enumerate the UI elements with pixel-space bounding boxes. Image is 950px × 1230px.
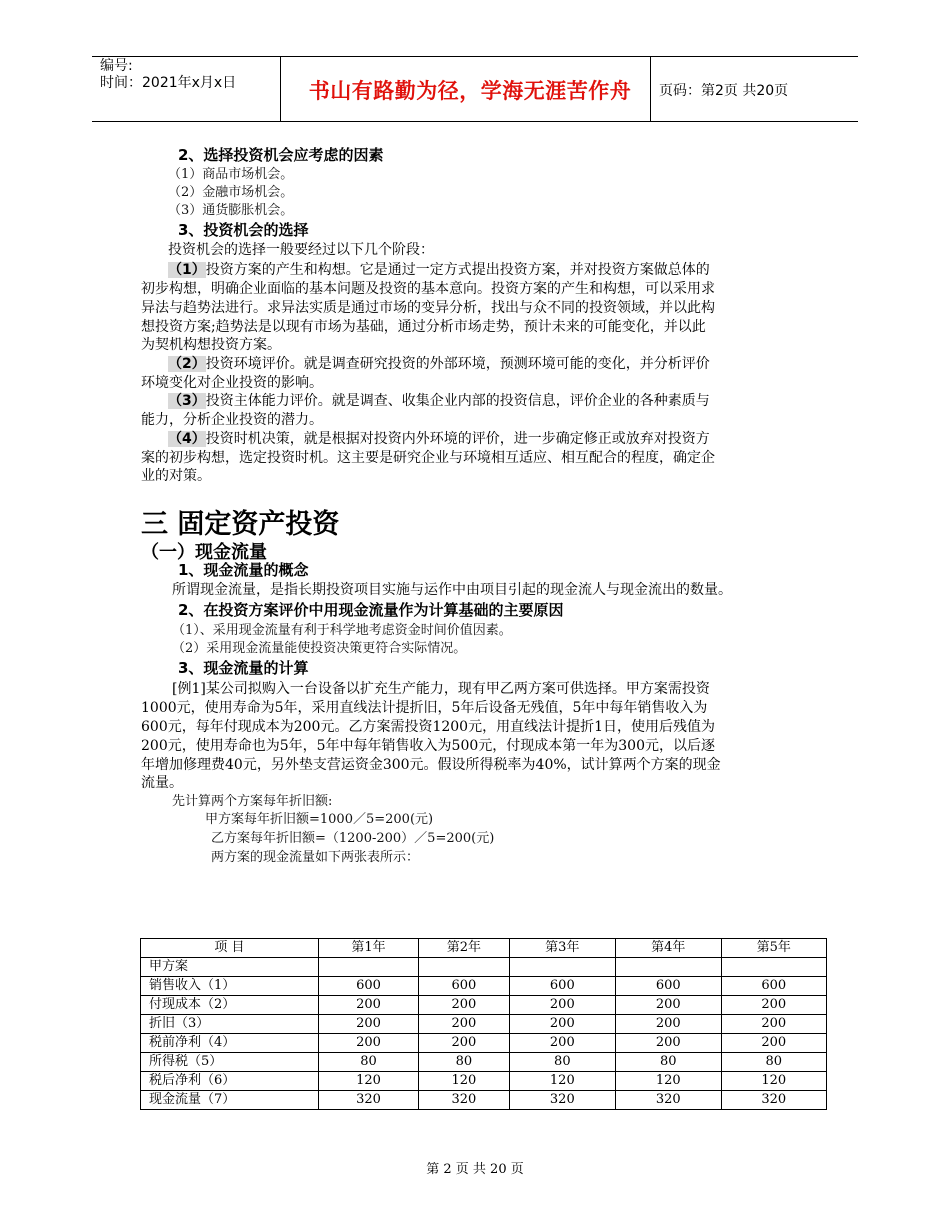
doc-time-label: 时间：2021年x月x日: [100, 75, 237, 91]
table-cell: 200: [419, 996, 509, 1015]
table-cell: 200: [616, 1015, 721, 1034]
table-cell: 200: [318, 1015, 418, 1034]
list-item: （2）采用现金流量能使投资决策更符合实际情况。: [172, 641, 467, 656]
doc-number-label: 编号:: [100, 58, 133, 74]
header-divider: [280, 56, 281, 121]
list-item: （1）商品市场机会。: [168, 167, 294, 182]
paragraph-line: 能力，分析企业投资的潜力。: [141, 412, 323, 428]
chapter-title: 三 固定资产投资: [141, 509, 340, 540]
column-header: 第4年: [616, 939, 721, 958]
table-row: [141, 996, 827, 1015]
table-cell: 200: [509, 1015, 615, 1034]
paragraph-line: 所谓现金流量，是指长期投资项目实施与运作中由项目引起的现金流人与现金流出的数量。: [172, 582, 732, 598]
table-row: [141, 1015, 827, 1034]
row-label: 付现成本（2）: [141, 996, 319, 1015]
table-cell: 200: [318, 1034, 418, 1053]
table-cell: 320: [419, 1091, 509, 1110]
table-row: [141, 1091, 827, 1110]
paragraph-line: 想投资方案;趋势法是以现有市场为基础，通过分析市场走势，预计未来的可能变化，并以此: [141, 319, 706, 335]
table-cell: 200: [509, 1034, 615, 1053]
table-group-row: [141, 958, 827, 977]
table-row: [141, 1053, 827, 1072]
table-cell: 320: [318, 1091, 418, 1110]
list-item: （1）、采用现金流量有利于科学地考虑资金时间价值因素。: [172, 623, 512, 638]
cash-flow-table: [140, 938, 827, 1110]
item-tag: （3）: [168, 393, 206, 409]
table-cell: 600: [318, 977, 418, 996]
paragraph-line: （3）投资主体能力评价。就是调查、收集企业内部的投资信息，评价企业的各种素质与: [168, 393, 710, 409]
column-header: 第1年: [318, 939, 418, 958]
table-header-row: [141, 939, 827, 958]
table-cell: 200: [419, 1034, 509, 1053]
paragraph-line: 环境变化对企业投资的影响。: [141, 375, 323, 391]
section-title: （一）现金流量: [141, 542, 267, 563]
paragraph-line: 初步构想，明确企业面临的基本问题及投资的基本意向。投资方案的产生和构想，可以采用求: [141, 281, 715, 297]
table-cell: 600: [419, 977, 509, 996]
table-cell: 80: [318, 1053, 418, 1072]
item-tag: （4）: [168, 431, 206, 447]
table-cell: 200: [318, 996, 418, 1015]
table-cell: 80: [721, 1053, 827, 1072]
row-label: 销售收入（1）: [141, 977, 319, 996]
paragraph-line: 为契机构想投资方案。: [141, 337, 281, 353]
section-2-title: 2、选择投资机会应考虑的因素: [178, 146, 384, 164]
table-cell: [616, 958, 721, 977]
table-cell: 600: [721, 977, 827, 996]
subsection-title: 3、现金流量的计算: [178, 659, 309, 677]
item-tag: （2）: [168, 356, 206, 372]
table-cell: 200: [721, 1015, 827, 1034]
row-label: 现金流量（7）: [141, 1091, 319, 1110]
table-cell: 200: [616, 1034, 721, 1053]
table-cell: [509, 958, 615, 977]
row-label: 折旧（3）: [141, 1015, 319, 1034]
table-cell: 320: [721, 1091, 827, 1110]
calc-line: 乙方案每年折旧额=（1200-200）／5=200(元): [211, 831, 495, 846]
paragraph-line: 1000元，使用寿命为5年，采用直线法计提折旧，5年后设备无残值，5年中每年销售收入为: [141, 700, 708, 716]
table-cell: 80: [509, 1053, 615, 1072]
section-3-intro: 投资机会的选择一般要经过以下几个阶段：: [168, 242, 434, 258]
list-item: （2）金融市场机会。: [168, 185, 294, 200]
column-header: 第3年: [509, 939, 615, 958]
header-page-label: 页码：第2页 共20页: [659, 83, 789, 99]
table-cell: 120: [318, 1072, 418, 1091]
table-row: [141, 1072, 827, 1091]
table-cell: 80: [419, 1053, 509, 1072]
paragraph-line: （4）投资时机决策，就是根据对投资内外环境的评价，进一步确定修正或放弃对投资方: [168, 431, 710, 447]
calc-line: 甲方案每年折旧额=1000／5=200(元): [205, 812, 434, 827]
paragraph-line: （1）投资方案的产生和构想。它是通过一定方式提出投资方案，并对投资方案做总体的: [168, 262, 710, 278]
header-meta: [100, 58, 236, 92]
group-label: 甲方案: [141, 958, 319, 977]
column-header: 第5年: [721, 939, 827, 958]
row-label: 所得税（5）: [141, 1053, 319, 1072]
table-cell: 120: [721, 1072, 827, 1091]
table-cell: [721, 958, 827, 977]
table-cell: 200: [616, 996, 721, 1015]
table-cell: 600: [509, 977, 615, 996]
table-cell: 200: [419, 1015, 509, 1034]
paragraph-line: 流量。: [141, 775, 183, 791]
item-tag: （1）: [168, 262, 206, 278]
page-footer: 第 2 页 共 20 页: [426, 1162, 524, 1177]
subsection-title: 1、现金流量的概念: [178, 561, 309, 579]
table-cell: 80: [616, 1053, 721, 1072]
subsection-title: 2、在投资方案评价中用现金流量作为计算基础的主要原因: [178, 601, 564, 619]
paragraph-line: （2）投资环境评价。就是调查研究投资的外部环境，预测环境可能的变化，并分析评价: [168, 356, 710, 372]
table-cell: 320: [616, 1091, 721, 1110]
paragraph-line: 异法与趋势法进行。求异法实质是通过市场的变异分析，找出与众不同的投资领域，并以此构: [141, 300, 715, 316]
table-cell: 200: [721, 996, 827, 1015]
header-motto: 书山有路勤为径，学海无涯苦作舟: [308, 79, 632, 103]
column-header: 第2年: [419, 939, 509, 958]
table-row: [141, 977, 827, 996]
table-row: [141, 1034, 827, 1053]
table-cell: 120: [509, 1072, 615, 1091]
calc-line: 两方案的现金流量如下两张表所示：: [211, 850, 420, 865]
table-cell: 120: [616, 1072, 721, 1091]
table-cell: 200: [509, 996, 615, 1015]
paragraph-line: 业的对策。: [141, 468, 211, 484]
list-item: （3）通货膨胀机会。: [168, 203, 294, 218]
table-cell: 600: [616, 977, 721, 996]
column-header: 项 目: [141, 939, 319, 958]
paragraph-line: 案的初步构想，选定投资时机。这主要是研究企业与环境相互适应、相互配合的程度，确定企: [141, 450, 715, 466]
paragraph-line: [例1]某公司拟购入一台设备以扩充生产能力，现有甲乙两方案可供选择。甲方案需投资: [172, 681, 710, 697]
paragraph-line: 600元，每年付现成本为200元。乙方案需投资1200元，用直线法计提折1日，使用后残值为: [141, 719, 715, 735]
row-label: 税前净利（4）: [141, 1034, 319, 1053]
paragraph-line: 200元，使用寿命也为5年，5年中每年销售收入为500元，付现成本第一年为300元，以后逐: [141, 738, 715, 754]
table-cell: [419, 958, 509, 977]
table-cell: 120: [419, 1072, 509, 1091]
table-cell: 200: [721, 1034, 827, 1053]
section-3-title: 3、投资机会的选择: [178, 221, 309, 239]
calc-line: 先计算两个方案每年折旧额:: [172, 794, 333, 809]
table-cell: [318, 958, 418, 977]
row-label: 税后净利（6）: [141, 1072, 319, 1091]
paragraph-line: 年增加修理费40元，另外垫支营运资金300元。假设所得税率为40%，试计算两个方案的现金: [141, 757, 721, 773]
table-cell: 320: [509, 1091, 615, 1110]
